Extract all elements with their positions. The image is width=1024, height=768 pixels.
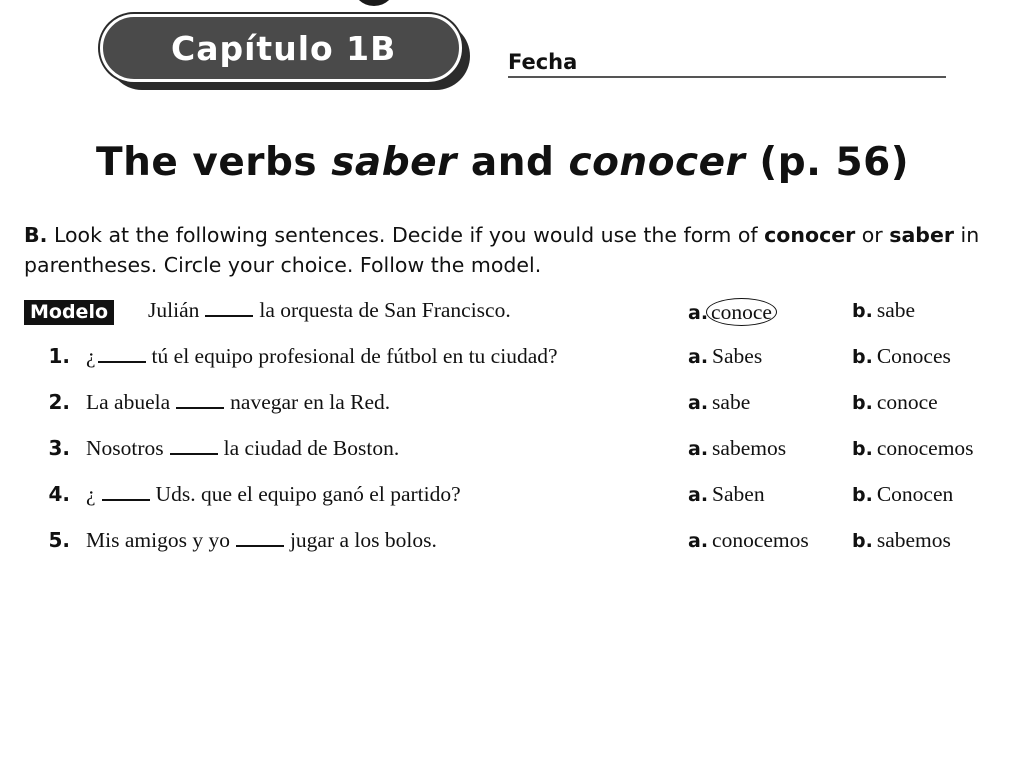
instructions [24, 220, 984, 280]
model-option-b-letter: b. [852, 300, 873, 322]
item-sentence [86, 528, 437, 553]
title-part-2: and [456, 140, 569, 185]
item-option-a-text: Sabes [712, 344, 763, 368]
item-option-a-letter: a. [688, 438, 709, 460]
item-option-a[interactable] [688, 436, 786, 461]
item-option-b-letter: b. [852, 346, 873, 368]
instructions-text-2: or [855, 223, 890, 247]
item-option-a-text: sabe [712, 390, 751, 414]
model-option-b-text: sabe [876, 298, 916, 322]
model-option-a-letter: a. [688, 302, 709, 324]
fecha-label: Fecha [508, 50, 578, 74]
item-blank[interactable] [102, 485, 150, 501]
instructions-bold-saber: saber [889, 223, 954, 247]
exercise-row-1 [0, 344, 1024, 376]
item-option-a-letter: a. [688, 484, 709, 506]
item-number: 2. [48, 390, 70, 414]
instructions-text-3: in parentheses. Circle your choice. Follow the model. [24, 223, 980, 277]
item-number: 5. [48, 528, 70, 552]
item-option-a-text: conocemos [712, 528, 809, 552]
item-option-b-letter: b. [852, 484, 873, 506]
item-option-b-text: sabemos [876, 528, 951, 552]
instructions-text-1: Look at the following sentences. Decide if you would use the form of [47, 223, 765, 247]
item-option-b-text: conoce [876, 390, 938, 414]
instructions-bold-conocer: conocer [764, 223, 856, 247]
item-sentence [86, 344, 558, 369]
item-sentence-before: Mis amigos y yo [86, 528, 230, 552]
page-title [96, 140, 909, 185]
item-sentence-after: tú el equipo profesional de fútbol en tu ciudad? [151, 344, 558, 368]
item-sentence-before: Nosotros [86, 436, 164, 460]
item-option-b-letter: b. [852, 392, 873, 414]
item-option-b-text: conocemos [876, 436, 974, 460]
item-option-b-text: Conoces [876, 344, 951, 368]
item-option-b-letter: b. [852, 438, 873, 460]
item-sentence [86, 390, 390, 415]
model-option-a-circled: conoce [706, 298, 777, 326]
item-sentence-before: La abuela [86, 390, 171, 414]
model-row [0, 298, 1024, 330]
item-sentence-after: jugar a los bolos. [289, 528, 437, 552]
item-sentence-before: ¿ [86, 344, 96, 368]
model-option-a[interactable] [688, 298, 777, 326]
model-sentence-before: Julián [148, 298, 200, 322]
item-option-a[interactable] [688, 482, 765, 507]
item-option-a-letter: a. [688, 346, 709, 368]
item-sentence [86, 436, 399, 461]
item-sentence-after: Uds. que el equipo ganó el partido? [155, 482, 461, 506]
chapter-title: Capítulo 1B [171, 28, 397, 68]
item-option-a-letter: a. [688, 530, 709, 552]
item-number: 1. [48, 344, 70, 368]
model-blank[interactable] [205, 301, 253, 317]
item-option-a[interactable] [688, 390, 750, 415]
item-option-b[interactable] [852, 436, 974, 461]
item-option-b-letter: b. [852, 530, 873, 552]
item-number: 3. [48, 436, 70, 460]
modelo-badge: Modelo [24, 300, 114, 325]
item-option-b[interactable] [852, 528, 951, 553]
exercise-row-2 [0, 390, 1024, 422]
item-sentence-after: la ciudad de Boston. [223, 436, 400, 460]
item-number: 4. [48, 482, 70, 506]
exercise-row-5 [0, 528, 1024, 560]
item-option-a-letter: a. [688, 392, 709, 414]
title-part-3: (p. 56) [745, 140, 910, 185]
chapter-badge [100, 14, 462, 82]
item-sentence-after: navegar en la Red. [230, 390, 391, 414]
item-sentence-before: ¿ [86, 482, 96, 506]
top-decorative-shape [352, 0, 396, 6]
exercise-row-3 [0, 436, 1024, 468]
item-sentence [86, 482, 461, 507]
item-blank[interactable] [176, 393, 224, 409]
item-option-a[interactable] [688, 528, 809, 553]
exercise-row-4 [0, 482, 1024, 514]
item-option-a[interactable] [688, 344, 762, 369]
item-option-a-text: Saben [712, 482, 765, 506]
model-sentence [148, 298, 511, 323]
model-option-b[interactable] [852, 298, 915, 323]
item-option-b[interactable] [852, 344, 951, 369]
fecha-input-line[interactable] [508, 76, 946, 78]
model-sentence-after: la orquesta de San Francisco. [259, 298, 511, 322]
item-option-b-text: Conocen [876, 482, 954, 506]
item-option-b[interactable] [852, 482, 953, 507]
item-option-a-text: sabemos [712, 436, 787, 460]
title-word-conocer: conocer [568, 140, 746, 185]
instructions-letter: B. [24, 223, 48, 247]
item-blank[interactable] [170, 439, 218, 455]
title-word-saber: saber [331, 140, 457, 185]
item-blank[interactable] [98, 347, 146, 363]
item-blank[interactable] [236, 531, 284, 547]
title-part-1: The verbs [96, 140, 332, 185]
item-option-b[interactable] [852, 390, 938, 415]
